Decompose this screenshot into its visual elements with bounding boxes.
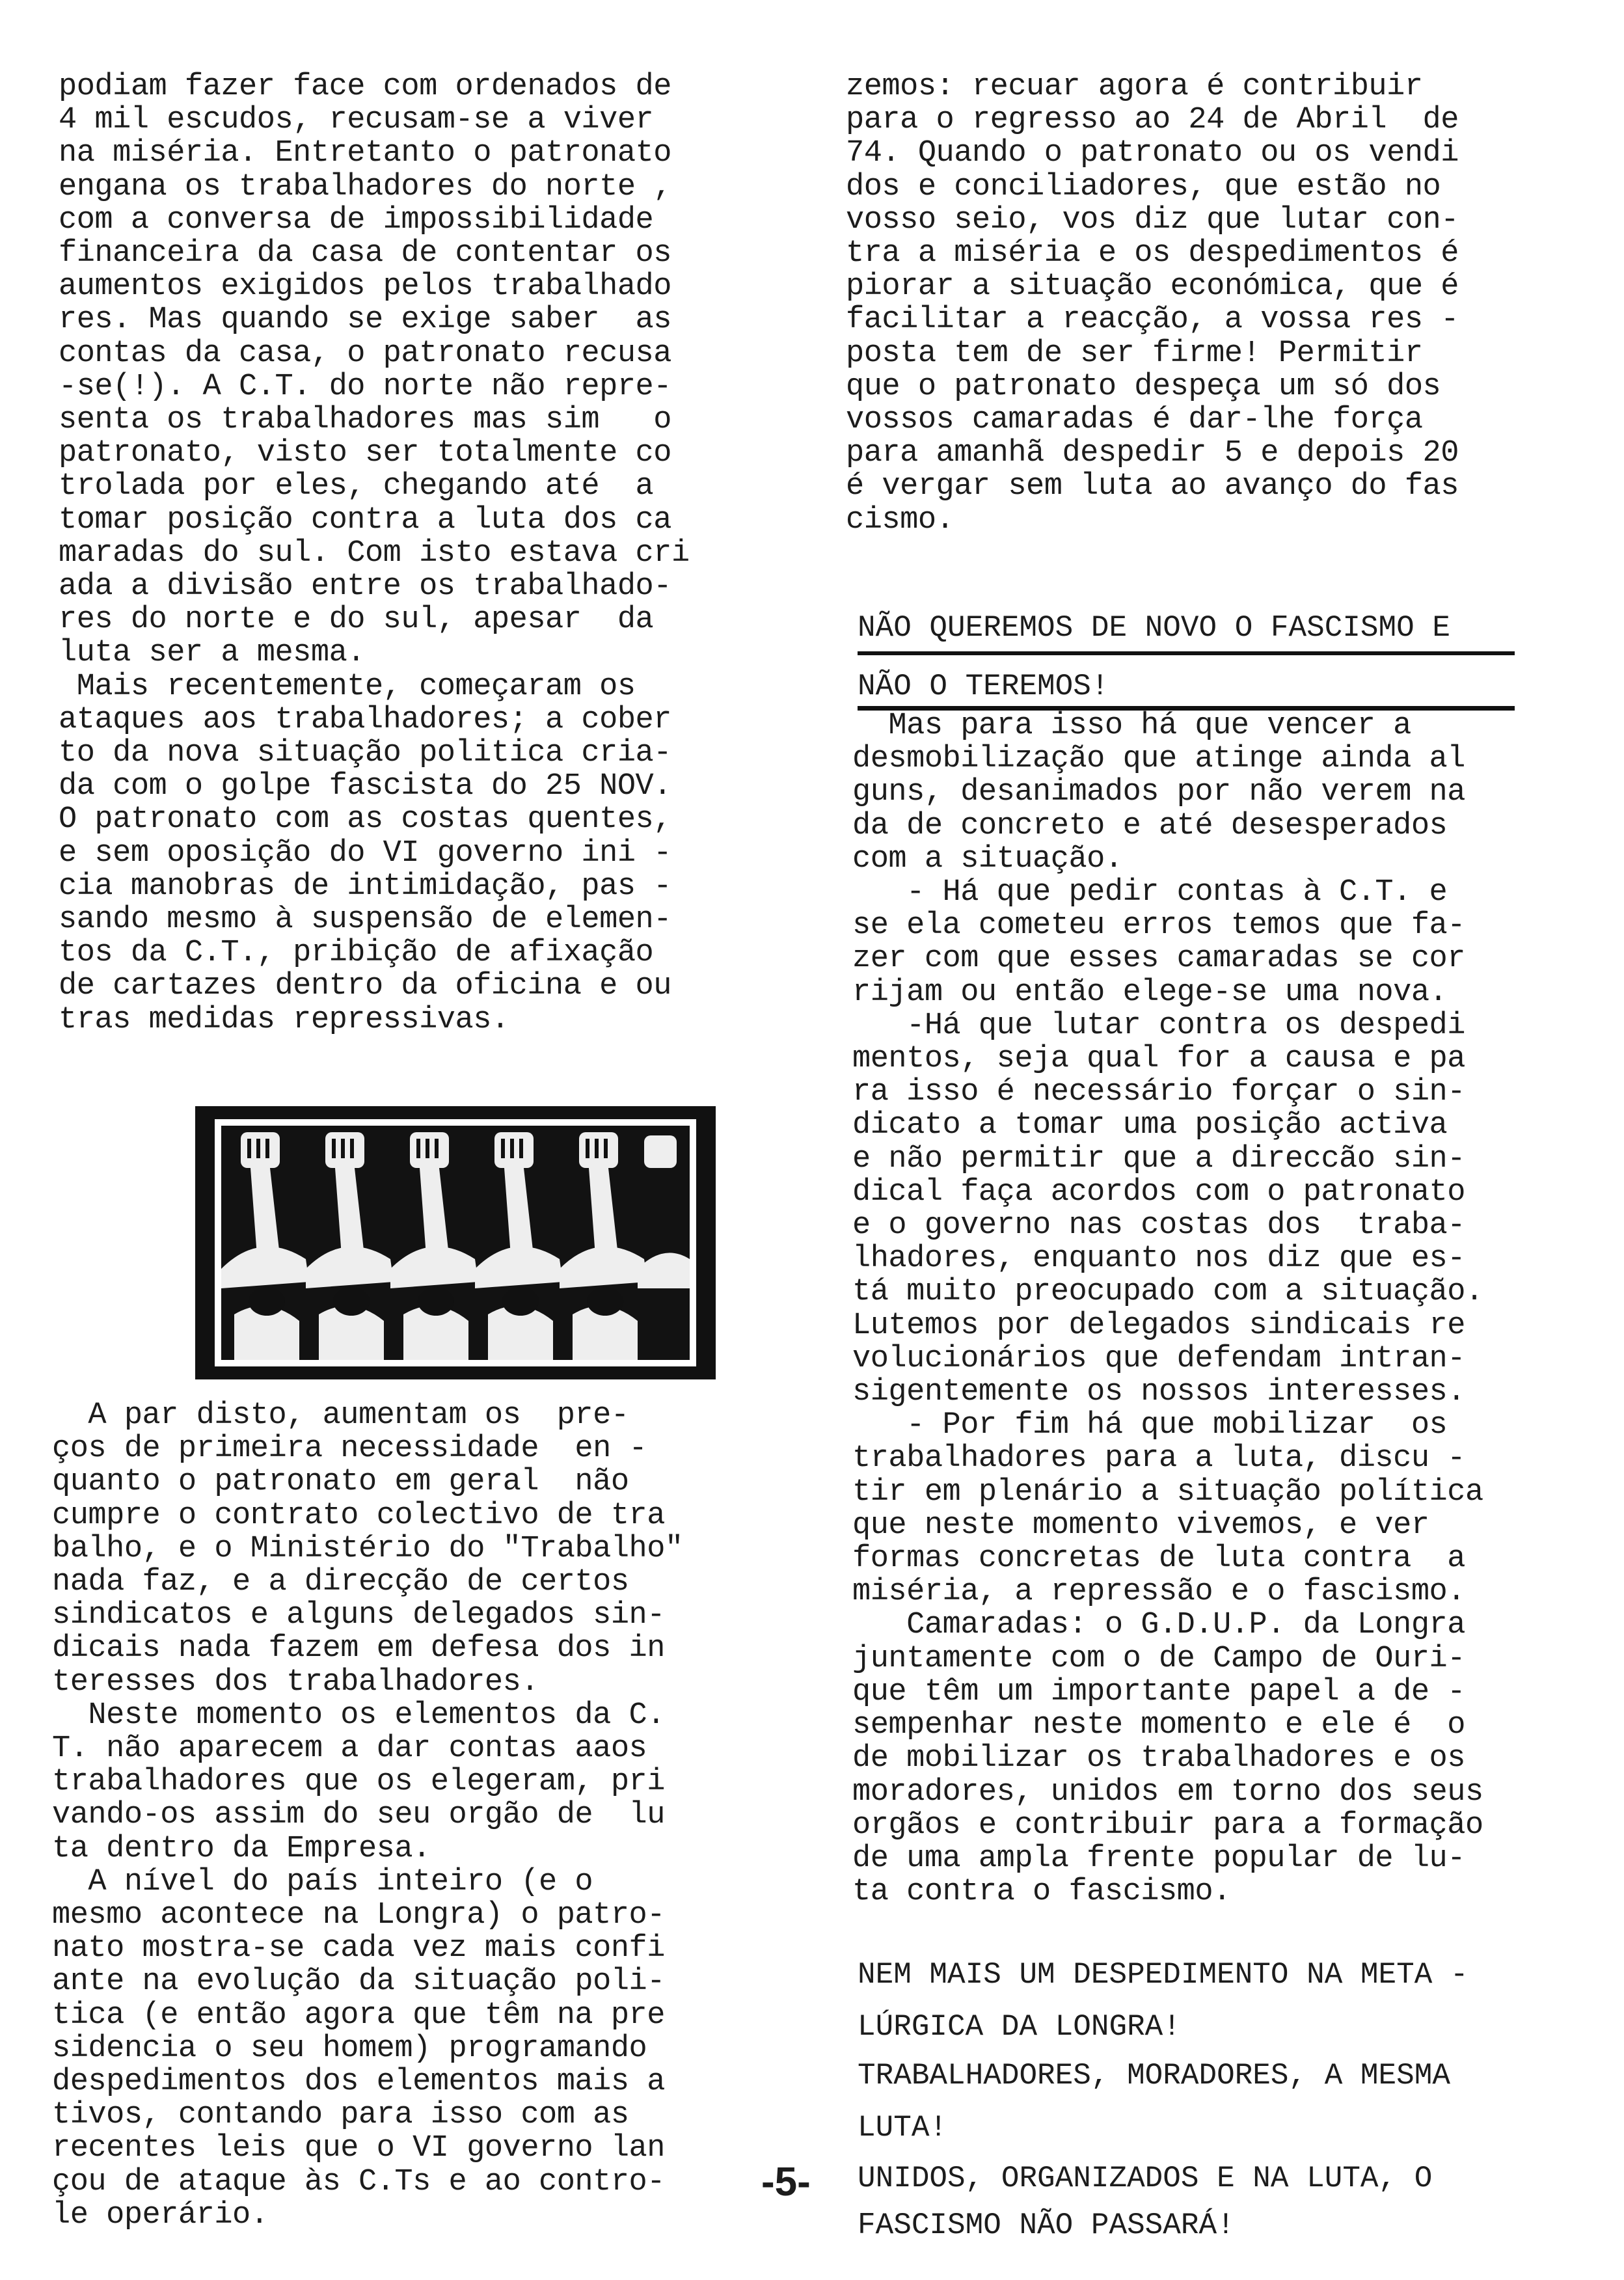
text-line: sempenhar neste momento e ele é o bbox=[852, 1708, 1465, 1743]
text-line: posta tem de ser firme! Permitir bbox=[846, 336, 1423, 371]
text-line: tra a miséria e os despedimentos é bbox=[846, 236, 1459, 271]
text-line: e sem oposição do VI governo ini - bbox=[59, 835, 671, 871]
text-line: dical faça acordos com o patronato bbox=[852, 1174, 1465, 1210]
text-line: vosso seio, vos diz que lutar con- bbox=[846, 202, 1459, 238]
text-line: dos e conciliadores, que estão no bbox=[846, 169, 1441, 204]
text-line: trolada por eles, chegando até a bbox=[59, 469, 654, 504]
section-heading-line-1: NÃO QUEREMOS DE NOVO O FASCISMO E bbox=[858, 608, 1515, 655]
text-line: res do norte e do sul, apesar da bbox=[59, 603, 654, 638]
text-line: Neste momento os elementos da C. bbox=[52, 1698, 665, 1733]
text-line: ante na evolução da situação poli- bbox=[52, 1964, 665, 2000]
text-line: nato mostra-se cada vez mais confi bbox=[52, 1931, 665, 1966]
text-line: ços de primeira necessidade en - bbox=[52, 1432, 647, 1467]
text-line: orgãos e contribuir para a formação bbox=[852, 1808, 1483, 1843]
text-line: sigentemente os nossos interesses. bbox=[852, 1375, 1465, 1410]
text-line: engana os trabalhadores do norte , bbox=[59, 169, 671, 204]
slogan-line: LUTA! bbox=[858, 2111, 948, 2145]
text-line: sindicatos e alguns delegados sin- bbox=[52, 1598, 665, 1633]
text-line: rijam ou então elege-se uma nova. bbox=[852, 975, 1448, 1010]
text-line: moradores, unidos em torno dos seus bbox=[852, 1774, 1483, 1810]
text-line: é vergar sem luta ao avanço do fas bbox=[846, 469, 1459, 504]
right-column-text-bottom bbox=[852, 709, 1581, 1908]
text-line: tras medidas repressivas. bbox=[59, 1002, 509, 1037]
text-line: se ela cometeu erros temos que fa- bbox=[852, 908, 1465, 943]
text-line: lhadores, enquanto nos diz que es- bbox=[852, 1242, 1465, 1277]
text-line: balho, e o Ministério do "Trabalho" bbox=[52, 1531, 683, 1566]
left-column-text bbox=[59, 70, 774, 1037]
text-line: podiam fazer face com ordenados de bbox=[59, 70, 671, 104]
text-line: ataques aos trabalhadores; a cober bbox=[59, 702, 671, 737]
text-line: dicato a tomar uma posição activa bbox=[852, 1108, 1448, 1143]
text-line: que neste momento vivemos, e ver bbox=[852, 1508, 1429, 1543]
text-line: Camaradas: o G.D.U.P. da Longra bbox=[852, 1608, 1465, 1643]
text-line: e o governo nas costas dos traba- bbox=[852, 1208, 1465, 1243]
text-line: guns, desanimados por não verem na bbox=[852, 775, 1465, 810]
text-line: de uma ampla frente popular de lu- bbox=[852, 1841, 1465, 1876]
text-line: tos da C.T., pribição de afixação bbox=[59, 936, 654, 971]
text-line: mesmo acontece na Longra) o patro- bbox=[52, 1898, 665, 1933]
text-line: e não permitir que a direccão sin- bbox=[852, 1141, 1465, 1176]
text-line: -Há que lutar contra os despedi bbox=[852, 1008, 1465, 1043]
text-line: na miséria. Entretanto o patronato bbox=[59, 136, 671, 171]
text-line: miséria, a repressão e o fascismo. bbox=[852, 1575, 1465, 1610]
right-column-text-top bbox=[846, 70, 1562, 537]
text-line: para o regresso ao 24 de Abril de bbox=[846, 103, 1459, 138]
text-line: Mas para isso há que vencer a bbox=[852, 709, 1411, 743]
text-line: A nível do país inteiro (e o bbox=[52, 1864, 593, 1899]
text-line: para amanhã despedir 5 e depois 20 bbox=[846, 436, 1459, 471]
text-line: senta os trabalhadores mas sim o bbox=[59, 403, 671, 438]
text-line: financeira da casa de contentar os bbox=[59, 236, 671, 271]
text-line: - Há que pedir contas à C.T. e bbox=[852, 875, 1448, 910]
text-line: trabalhadores que os elegeram, pri bbox=[52, 1765, 665, 1800]
slogan-line: UNIDOS, ORGANIZADOS E NA LUTA, O bbox=[858, 2162, 1433, 2195]
text-line: dicais nada fazem em defesa dos in bbox=[52, 1631, 665, 1666]
text-line: zemos: recuar agora é contribuir bbox=[846, 70, 1423, 104]
text-line: çou de ataque às C.Ts e ao contro- bbox=[52, 2164, 665, 2199]
text-line: Lutemos por delegados sindicais re bbox=[852, 1308, 1465, 1343]
text-line: despedimentos dos elementos mais a bbox=[52, 2065, 665, 2100]
text-line: sidencia o seu homem) programando bbox=[52, 2031, 647, 2066]
text-line: - Por fim há que mobilizar os bbox=[852, 1408, 1448, 1443]
text-line: da de concreto e até desesperados bbox=[852, 808, 1448, 843]
text-line: O patronato com as costas quentes, bbox=[59, 802, 671, 837]
text-line: Mais recentemente, começaram os bbox=[59, 669, 636, 704]
text-line: tivos, contando para isso com as bbox=[52, 2098, 629, 2133]
text-line: contas da casa, o patronato recusa bbox=[59, 336, 671, 371]
text-line: to da nova situação politica cria- bbox=[59, 736, 671, 771]
text-line: A par disto, aumentam os pre- bbox=[52, 1398, 629, 1433]
text-line: ta dentro da Empresa. bbox=[52, 1831, 431, 1866]
text-line: sando mesmo à suspensão de elemen- bbox=[59, 903, 671, 938]
text-line: T. não aparecem a dar contas aaos bbox=[52, 1731, 647, 1767]
slogan-line: NEM MAIS UM DESPEDIMENTO NA META - bbox=[858, 1958, 1468, 1992]
text-line: ra isso é necessário forçar o sin- bbox=[852, 1075, 1465, 1110]
raised-fists-workers-woodcut-icon bbox=[195, 1106, 716, 1379]
text-line: desmobilização que atinge ainda al bbox=[852, 742, 1465, 777]
text-line: que o patronato despeça um só dos bbox=[846, 369, 1441, 404]
text-line: formas concretas de luta contra a bbox=[852, 1541, 1465, 1577]
text-line: recentes leis que o VI governo lan bbox=[52, 2131, 665, 2166]
text-line: vando-os assim do seu orgão de lu bbox=[52, 1798, 665, 1833]
text-line: juntamente com o de Campo de Ouri- bbox=[852, 1641, 1465, 1676]
text-line: luta ser a mesma. bbox=[59, 636, 365, 671]
text-line: cumpre o contrato colectivo de tra bbox=[52, 1498, 665, 1533]
text-line: com a conversa de impossibilidade bbox=[59, 202, 654, 238]
text-line: vossos camaradas é dar-lhe força bbox=[846, 403, 1423, 438]
text-line: tica (e então agora que têm na pre bbox=[52, 1998, 665, 2033]
text-line: ta contra o fascismo. bbox=[852, 1875, 1231, 1910]
text-line: volucionários que defendam intran- bbox=[852, 1341, 1465, 1376]
text-line: zer com que esses camaradas se cor bbox=[852, 942, 1465, 977]
text-line: que têm um importante papel a de - bbox=[852, 1674, 1465, 1709]
text-line: de mobilizar os trabalhadores e os bbox=[852, 1741, 1465, 1776]
text-line: 4 mil escudos, recusam-se a viver bbox=[59, 103, 654, 138]
text-line: le operário. bbox=[52, 2197, 269, 2232]
text-line: 74. Quando o patronato ou os vendi bbox=[846, 136, 1459, 171]
slogan-line: LÚRGICA DA LONGRA! bbox=[858, 2010, 1181, 2044]
section-heading-line-2: NÃO O TEREMOS! bbox=[858, 667, 1515, 711]
text-line: trabalhadores para a luta, discu - bbox=[852, 1441, 1465, 1476]
slogan-last-line: FASCISMO NÃO PASSARÁ! bbox=[858, 2208, 1235, 2242]
text-line: maradas do sul. Com isto estava cri bbox=[59, 536, 690, 571]
text-line: mentos, seja qual for a causa e pa bbox=[852, 1042, 1465, 1077]
text-line: aumentos exigidos pelos trabalhado bbox=[59, 269, 671, 305]
text-line: piorar a situação económica, que é bbox=[846, 269, 1459, 305]
text-line: da com o golpe fascista do 25 NOV. bbox=[59, 769, 671, 804]
text-line: quanto o patronato em geral não bbox=[52, 1465, 629, 1500]
text-line: cismo. bbox=[846, 502, 954, 537]
text-line: patronato, visto ser totalmente co bbox=[59, 436, 671, 471]
text-line: nada faz, e a direcção de certos bbox=[52, 1565, 629, 1600]
slogan-line: TRABALHADORES, MORADORES, A MESMA bbox=[858, 2059, 1450, 2093]
text-line: tomar posição contra a luta dos ca bbox=[59, 502, 671, 537]
text-line: de cartazes dentro da oficina e ou bbox=[59, 969, 671, 1004]
text-line: ada a divisão entre os trabalhado- bbox=[59, 569, 671, 604]
text-line: tir em plenário a situação política bbox=[852, 1474, 1483, 1510]
text-line: res. Mas quando se exige saber as bbox=[59, 303, 671, 338]
text-line: facilitar a reacção, a vossa res - bbox=[846, 303, 1459, 338]
left-column-text-continued bbox=[52, 1399, 774, 2232]
text-line: teresses dos trabalhadores. bbox=[52, 1664, 539, 1700]
text-line: tá muito preocupado com a situação. bbox=[852, 1275, 1483, 1310]
page-number: -5- bbox=[761, 2160, 811, 2205]
text-line: cia manobras de intimidação, pas - bbox=[59, 869, 671, 904]
text-line: com a situação. bbox=[852, 841, 1123, 876]
text-line: -se(!). A C.T. do norte não repre- bbox=[59, 369, 671, 404]
